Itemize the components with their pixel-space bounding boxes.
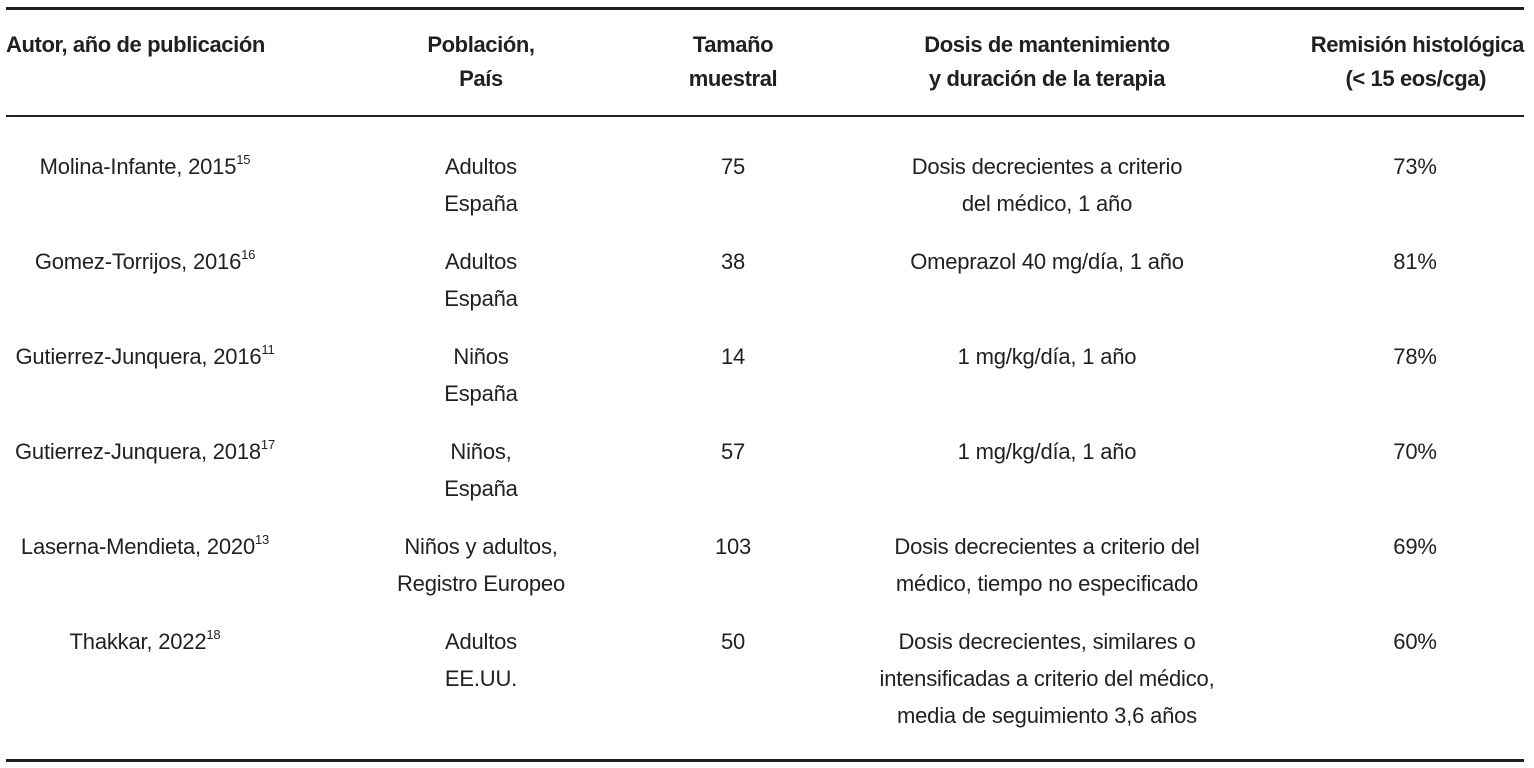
cell-population: Adultos España xyxy=(444,154,518,216)
cell-dose: Omeprazol 40 mg/día, 1 año xyxy=(910,249,1184,274)
header-remission: Remisión histológica (< 15 eos/cga) xyxy=(1310,32,1524,91)
reference-number: 17 xyxy=(260,436,275,452)
cell-sample-size: 14 xyxy=(720,344,746,369)
cell-remission: 73% xyxy=(1393,154,1437,179)
cell-sample-size: 50 xyxy=(720,629,746,654)
cell-population: Adultos España xyxy=(444,249,518,311)
cell-author: Gutierrez-Junquera, 2016$^{11}$ xyxy=(15,341,275,369)
cell-sample-size: 38 xyxy=(720,249,746,274)
cell-population: Adultos EE.UU. xyxy=(444,629,518,691)
cell-population: Niños y adultos, Registro Europeo xyxy=(396,534,565,596)
studies-table xyxy=(6,7,1524,762)
header-sample-size: Tamaño muestral xyxy=(688,32,778,91)
header-population: Población, País xyxy=(427,32,535,91)
cell-population: Niños, España xyxy=(444,439,518,501)
cell-sample-size: 75 xyxy=(720,154,746,179)
header-dose: Dosis de mantenimiento y duración de la terapia xyxy=(924,32,1170,91)
table-row xyxy=(6,117,1524,243)
cell-remission: 70% xyxy=(1393,439,1437,464)
table xyxy=(6,10,1524,115)
table-row xyxy=(6,433,1524,528)
cell-author: Laserna-Mendieta, 2020$^{13}$ xyxy=(20,531,270,559)
cell-sample-size: 57 xyxy=(720,439,746,464)
header-row xyxy=(6,10,1524,115)
bottom-rule xyxy=(6,759,1524,762)
table-body xyxy=(6,117,1524,759)
cell-dose: Dosis decrecientes a criterio del médico, 1 año xyxy=(911,154,1183,216)
reference-number: 18 xyxy=(206,626,221,642)
reference-number: 16 xyxy=(241,246,256,262)
cell-dose: 1 mg/kg/día, 1 año xyxy=(957,439,1137,464)
table-row xyxy=(6,623,1524,759)
cell-dose: Dosis decrecientes a criterio del médico, tiempo no especificado xyxy=(894,534,1200,596)
header-author: Autor, año de publicación xyxy=(6,32,265,57)
cell-remission: 81% xyxy=(1393,249,1437,274)
cell-author: Molina-Infante, 2015$^{15}$ xyxy=(39,151,251,179)
cell-author: Thakkar, 2022$^{18}$ xyxy=(69,626,221,654)
table-row xyxy=(6,528,1524,623)
cell-remission: 69% xyxy=(1393,534,1437,559)
cell-remission: 78% xyxy=(1393,344,1437,369)
cell-dose: Dosis decrecientes, similares o intensificadas a criterio del médico, media de seguimiento 3,6 años xyxy=(879,629,1215,728)
reference-number: 13 xyxy=(255,531,270,547)
cell-remission: 60% xyxy=(1393,629,1437,654)
cell-population: Niños España xyxy=(444,344,518,406)
cell-dose: 1 mg/kg/día, 1 año xyxy=(957,344,1137,369)
table-row xyxy=(6,243,1524,338)
table-row xyxy=(6,338,1524,433)
reference-number: 15 xyxy=(236,151,251,167)
cell-author: Gutierrez-Junquera, 2018$^{17}$ xyxy=(15,436,275,464)
cell-sample-size: 103 xyxy=(714,534,752,559)
cell-author: Gomez-Torrijos, 2016$^{16}$ xyxy=(34,246,256,274)
reference-number: 11 xyxy=(261,341,275,357)
